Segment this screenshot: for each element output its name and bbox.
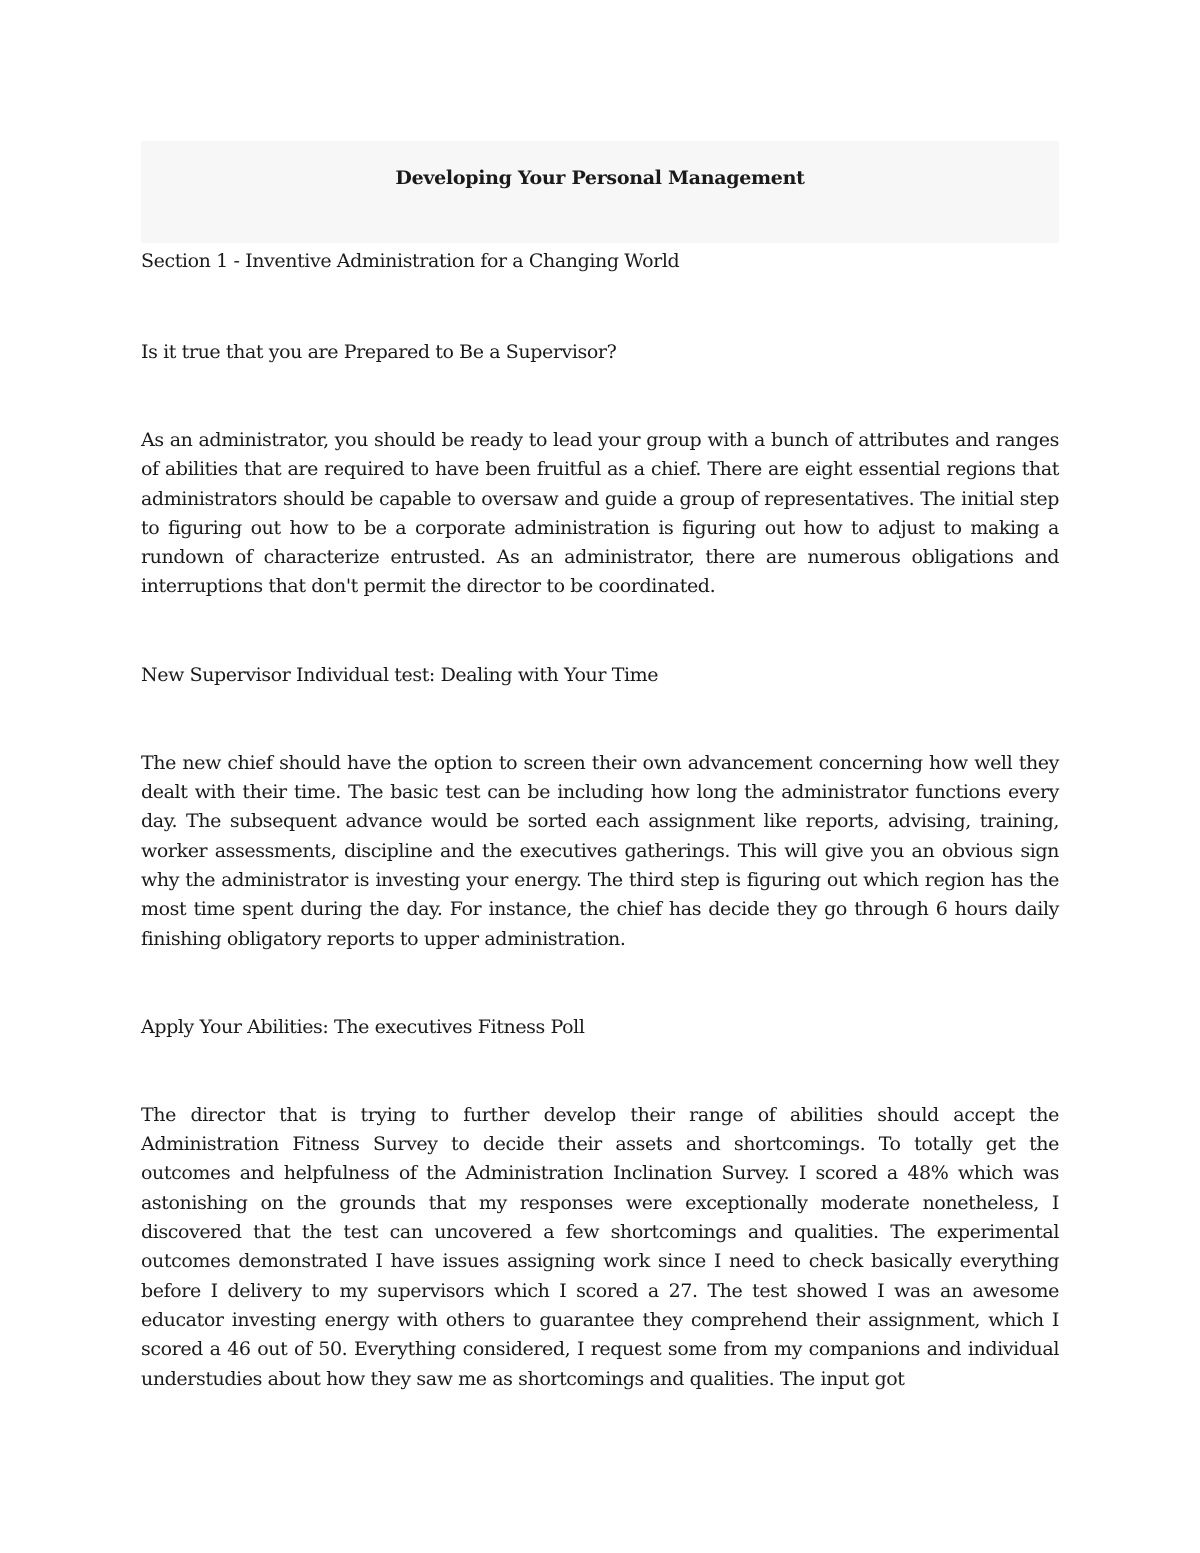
section-heading: Section 1 - Inventive Administration for a Changing World (141, 250, 680, 272)
paragraph-1: As an administrator, you should be ready to lead your group with a bunch of attributes and ranges of abilities that are required to have been fruitful as a chief. There are eight essential regions that administrators should be capable to oversaw and guide a group of representatives. The initial step to figuring out how to be a corporate administration is figuring out how to adjust to making a rundown of characterize entrusted. As an administrator, there are numerous obligations and interruptions that don't permit the director to be coordinated. (141, 429, 1059, 598)
title-band (141, 141, 1059, 243)
document-title: Developing Your Personal Management (395, 167, 805, 189)
paragraph-3: The director that is trying to further develop their range of abilities should accept the Administration Fitness Survey to decide their assets and shortcomings. To totally get the outcomes and helpfulness of the Administration Inclination Survey. I scored a 48% which was astonishing on the grounds that my responses were exceptionally moderate nonetheless, I discovered that the test can uncovered a few shortcomings and qualities. The experimental outcomes demonstrated I have issues assigning work since I need to check basically everything before I delivery to my supervisors which I scored a 27. The test showed I was an awesome educator investing energy with others to guarantee they comprehend their assignment, which I scored a 46 out of 50. Everything considered, I request some from my companions and individual understudies about how they saw me as shortcomings and qualities. The input got (141, 1103, 1059, 1390)
question-heading: Is it true that you are Prepared to Be a Supervisor? (141, 341, 617, 363)
document-page (141, 141, 1059, 1394)
heading-time-management: New Supervisor Individual test: Dealing with Your Time (141, 663, 659, 686)
paragraph-2: The new chief should have the option to screen their own advancement concerning how well they dealt with their time. The basic test can be including how long the administrator functions every day. The subsequent advance would be sorted each assignment like reports, advising, training, worker assessments, discipline and the executives gatherings. This will give you an obvious sign why the administrator is investing your energy. The third step is figuring out which region has the most time spent during the day. For instance, the chief has decide they go through 6 hours daily finishing obligatory reports to upper administration. (141, 751, 1059, 950)
heading-fitness-poll: Apply Your Abilities: The executives Fitness Poll (141, 1015, 585, 1038)
